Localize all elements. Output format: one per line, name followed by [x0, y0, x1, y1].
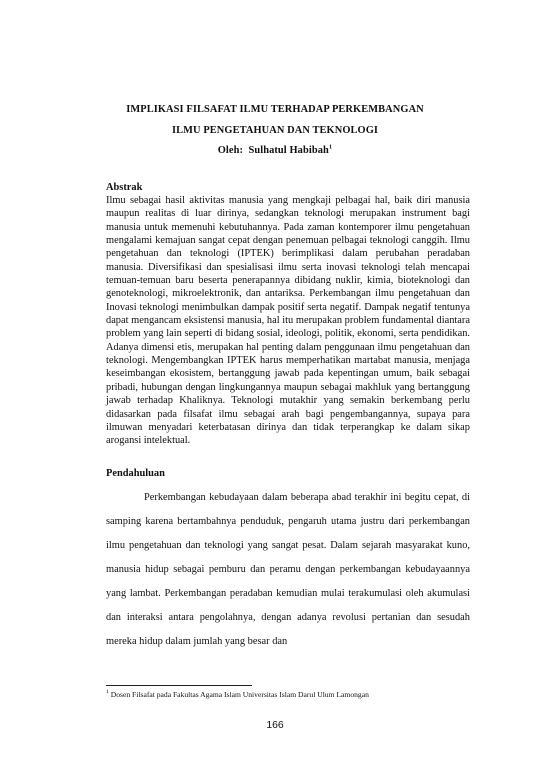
abstract-text: Ilmu sebagai hasil aktivitas manusia yang mengkaji pelbagai hal, baik diri manusia maupun realitas di luar dirinya, sedangkan teknologi merupakan instrument bagi manusia untuk memenuhi kebutuhannya. Pada zaman kontemporer ilmu pengetahuan mengalami kemajuan sangat cepat dengan penemuan pelbagai teknologi canggih. Ilmu pengetahuan dan teknologi (IPTEK) berimplikasi dalam perubahan peradaban manusia. Diversifikasi dan spesialisasi ilmu serta inovasi teknologi telah mencapai temuan-temuan baru beserta penerapannya dibidang nuklir, kimia, bioteknologi dan genoteknologi, mikroelektronik, dan antariksa. Perkembangan ilmu pengetahuan dan Inovasi teknologi menimbulkan dampak positif serta negatif. Dampak negatif tentunya dapat mengancam eksistensi manusia, hal itu merupakan problem fundamental diantara problem yang lain seperti di bidang sosial, ideologi, politik, ekonomi, serta pendidikan. Adanya dimensi etis, merupakan hal penting dalam penggunaan ilmu pengetahuan dan teknologi. Mengembangkan IPTEK harus memperhatikan martabat manusia, menjaga keseimbangan ekosistem, bertanggung jawab pada kepentingan umum, baik sebagai pribadi, hubungan dengan lingkungannya maupun sebagai makhluk yang bertanggung jawab terhadap Khaliknya. Teknologi mutakhir yang semakin berkembang perlu didasarkan pada filsafat ilmu sebagai arah bagi pengembangannya, supaya para ilmuwan menyadari keterbatasan dirinya dan tidak terperangkap ke dalam sikap arogansi intelektual.	[106, 195, 470, 447]
author-name: Sulhatul Habibah	[248, 145, 329, 156]
author-prefix: Oleh:	[217, 145, 244, 156]
footnote-divider	[106, 685, 252, 686]
introduction-paragraph: Perkembangan kebudayaan dalam beberapa abad terakhir ini begitu cepat, di samping karena bertambahnya penduduk, pengaruh utama justru dari perkembangan ilmu pengetahuan dan teknologi yang sangat pesat. Dalam sejarah masyarakat kuno, manusia hidup sebagai pemburu dan peramu dengan perkembangan kebudayaannya yang lambat. Perkembangan peradaban kemudian mulai terakumulasi oleh akumulasi dan interaksi antara pengolahnya, dengan adanya revolusi pertanian dan sesudah mereka hidup dalam jumlah yang besar dan	[106, 492, 470, 647]
footnote-number: 1	[106, 689, 109, 696]
abstract-heading: Abstrak	[106, 182, 143, 193]
footnote-text: Dosen Filsafat pada Fakultas Agama Islam Universitas Islam Darul Ulum Lamongan	[110, 690, 369, 699]
paper-title-line-1: IMPLIKASI FILSAFAT ILMU TERHADAP PERKEMBANGAN	[126, 104, 424, 115]
page-number: 166	[266, 720, 284, 731]
paper-title-line-2: ILMU PENGETAHUAN DAN TEKNOLOGI	[171, 125, 379, 136]
introduction-heading: Pendahuluan	[106, 468, 165, 479]
footnote	[106, 690, 476, 699]
author-line	[0, 145, 550, 156]
footnote-reference[interactable]: 1	[328, 143, 333, 151]
